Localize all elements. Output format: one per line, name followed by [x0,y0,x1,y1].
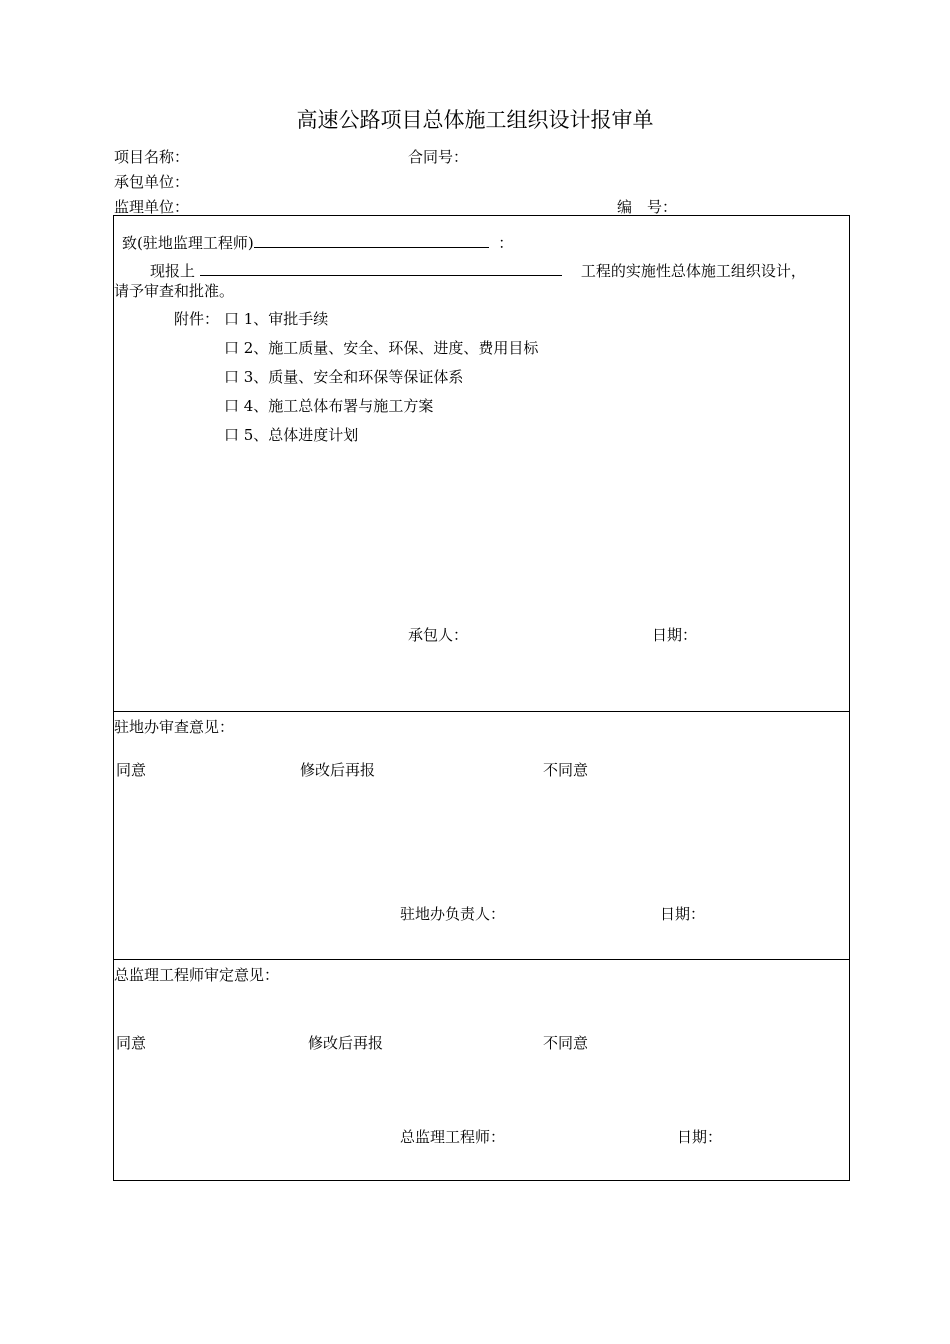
supervisor-label: 监理单位： [114,198,190,216]
section-divider-2 [113,959,850,960]
report-suffix: 工程的实施性总体施工组织设计， [580,262,806,280]
contractor-label: 承包单位： [114,173,190,191]
addressee-line [122,232,513,253]
resident-office-heading: 驻地办审查意见： [114,718,235,736]
revise-option[interactable]: 修改后再报 [308,1034,384,1052]
attachment-item[interactable]: 口 4、施工总体布署与施工方案 [224,397,434,415]
agree-option[interactable]: 同意 [116,1034,147,1052]
report-line [150,260,806,281]
section1-date-label: 日期： [652,626,698,644]
contractor-signer-label: 承包人： [408,626,469,644]
attachment-item[interactable]: 口 1、审批手续 [224,310,329,328]
project-name-label: 项目名称： [114,148,190,166]
form-table [113,215,850,1181]
chief-engineer-label: 总监理工程师： [400,1128,506,1146]
section2-date-label: 日期： [660,905,706,923]
disagree-option[interactable]: 不同意 [543,761,589,779]
report-line-2: 请予审查和批准。 [114,282,235,300]
project-blank[interactable] [200,261,562,276]
section3-date-label: 日期： [677,1128,723,1146]
attachments-label: 附件： [174,310,220,328]
section-divider-1 [113,711,850,712]
agree-option[interactable]: 同意 [116,761,147,779]
attachment-item[interactable]: 口 5、总体进度计划 [224,426,359,444]
addressee-prefix: 致(驻地监理工程师) [122,234,254,252]
page-title: 高速公路项目总体施工组织设计报审单 [296,108,654,132]
attachment-item[interactable]: 口 2、施工质量、安全、环保、进度、费用目标 [224,339,539,357]
chief-engineer-heading: 总监理工程师审定意见： [114,966,280,984]
resident-officer-label: 驻地办负责人： [400,905,506,923]
contract-no-label: 合同号： [408,148,469,166]
number-label: 编 号： [617,198,678,216]
attachment-item[interactable]: 口 3、质量、安全和环保等保证体系 [224,368,464,386]
addressee-suffix: ： [498,234,514,252]
report-prefix: 现报上 [150,262,196,280]
addressee-blank[interactable] [254,233,489,248]
revise-option[interactable]: 修改后再报 [300,761,376,779]
disagree-option[interactable]: 不同意 [543,1034,589,1052]
